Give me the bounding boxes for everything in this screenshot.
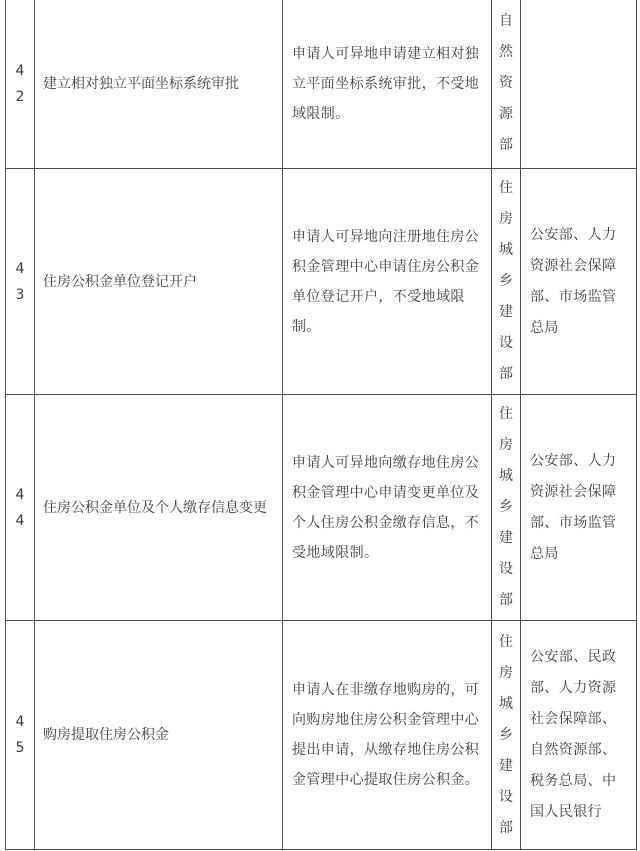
item-name: 住房公积金单位登记开户 — [35, 169, 283, 395]
table-row — [6, 0, 637, 169]
cooperating-departments — [521, 0, 637, 169]
cooperating-departments: 公安部、民政部、人力资源社会保障部、自然资源部、税务总局、中国人民银行 — [521, 621, 637, 850]
row-number: 44 — [6, 395, 35, 621]
row-number: 45 — [6, 621, 35, 850]
row-number: 43 — [6, 169, 35, 395]
cooperating-departments: 公安部、人力资源社会保障部、市场监管总局 — [521, 395, 637, 621]
service-table — [5, 0, 637, 850]
table-row — [6, 621, 637, 850]
lead-department: 自然资源部 — [492, 0, 521, 169]
row-number: 42 — [6, 0, 35, 169]
item-description: 申请人可异地申请建立相对独立平面坐标系统审批，不受地域限制。 — [283, 0, 492, 169]
cooperating-departments: 公安部、人力资源社会保障部、市场监管总局 — [521, 169, 637, 395]
item-name: 建立相对独立平面坐标系统审批 — [35, 0, 283, 169]
table-row — [6, 395, 637, 621]
item-description: 申请人在非缴存地购房的，可向购房地住房公积金管理中心提出申请，从缴存地住房公积金管理中心提取住房公积金。 — [283, 621, 492, 850]
lead-department: 住房城乡建设部 — [492, 169, 521, 395]
lead-department: 住房城乡建设部 — [492, 395, 521, 621]
item-name: 购房提取住房公积金 — [35, 621, 283, 850]
item-description: 申请人可异地向缴存地住房公积金管理中心申请变更单位及个人住房公积金缴存信息，不受地域限制。 — [283, 395, 492, 621]
item-name: 住房公积金单位及个人缴存信息变更 — [35, 395, 283, 621]
table-row — [6, 169, 637, 395]
lead-department: 住房城乡建设部 — [492, 621, 521, 850]
item-description: 申请人可异地向注册地住房公积金管理中心申请住房公积金单位登记开户，不受地域限制。 — [283, 169, 492, 395]
